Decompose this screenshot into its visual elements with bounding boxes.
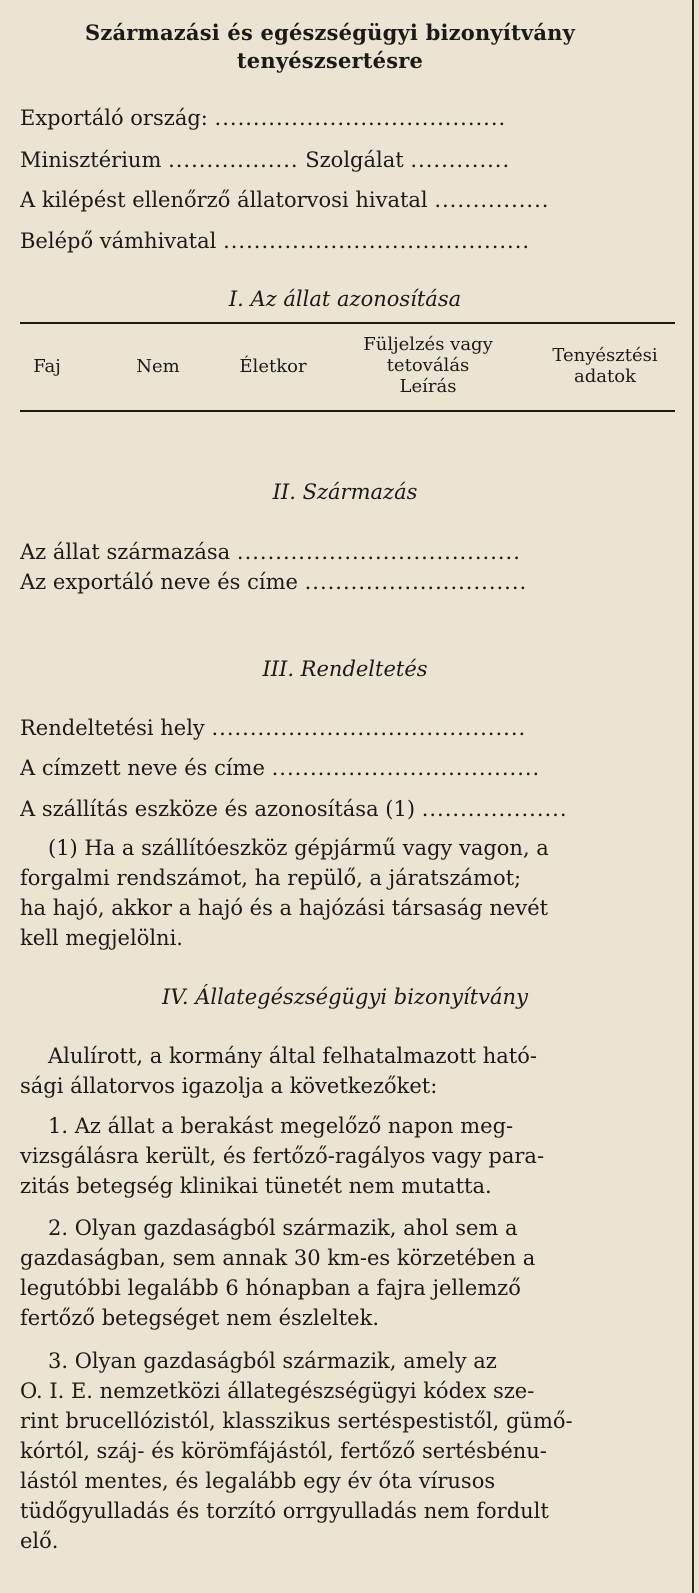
title-line-2: tenyészsertésre [236,48,424,73]
certificate-item-1 [20,1111,675,1201]
text-line: 3. Olyan gazdaságból származik, amely az [48,1349,497,1373]
table-bottom-rule [20,410,675,412]
section-3-heading: III. Rendeltetés [262,657,428,681]
certificate-item-3 [20,1346,675,1556]
text-line: lástól mentes, és legalább egy év óta vírusos [20,1469,496,1493]
text-line: 1. Az állat a berakást megelőző napon meg- [48,1114,514,1138]
field-transport [20,797,670,821]
field-ministry [20,148,670,172]
text-line: ha hajó, akkor a hajó és a hajózási társaság nevét [20,896,549,920]
field-dots: ..................................... [236,540,521,564]
column-header-earmark: Füljelzés vagy tetoválás Leírás [363,334,493,397]
field-dots: ............................. [304,570,528,594]
text-line: kórtól, száj- és körömfájástól, fertőző sertésbénu- [20,1439,547,1463]
section-2-heading: II. Származás [272,480,418,504]
field-dots: ............. [410,148,511,172]
field-origin [20,540,670,564]
text-line: forgalmi rendszámot, ha repülő, a járatszámot; [20,866,522,890]
field-dots: ............... [434,188,550,212]
field-label: Rendeltetési hely [20,716,205,740]
text-line: O. I. E. nemzetközi állategészségügyi kódex sze- [20,1379,535,1403]
field-label: A szállítás eszköze és azonosítása (1) [20,797,416,821]
field-dots: ................. [168,148,299,172]
field-exporting-country [20,106,670,130]
certificate-item-2 [20,1213,675,1333]
certificate-intro [20,1041,675,1101]
text-line: vizsgálásra került, és fertőző-ragályos vagy para- [20,1144,545,1168]
footnote-transport [20,833,675,953]
text-line: rint brucellózistól, klasszikus sertéspestistől, gümő- [20,1409,573,1433]
column-header-species: Faj [33,356,61,377]
text-line: sági állatorvos igazolja a következőket: [20,1074,438,1098]
field-dots: ................................... [271,756,541,780]
column-rule [692,0,694,1593]
column-header-breeding: Tenyésztési adatok [552,345,658,387]
text-line: tüdőgyulladás és torzító orrgyulladás nem fordult [20,1499,549,1523]
text-line: zitás betegség klinikai tünetét nem mutatta. [20,1174,492,1198]
field-label: Minisztérium [20,148,162,172]
section-1-heading: I. Az állat azonosítása [228,287,462,311]
field-dots: ......................................... [211,716,527,740]
field-label: Az exportáló neve és címe [20,570,298,594]
field-dots: ...................................... [214,106,507,130]
text-line: kell megjelölni. [20,926,183,950]
field-label: Az állat származása [20,540,231,564]
field-consignee [20,756,670,780]
text-line: (1) Ha a szállítóeszköz gépjármű vagy vagon, a [48,836,549,860]
text-line: fertőző betegséget nem észleltek. [20,1306,380,1330]
field-destination [20,716,670,740]
field-label: Belépő vámhivatal [20,229,217,253]
field-label: A kilépést ellenőrző állatorvosi hivatal [20,188,428,212]
field-dots: ........................................ [223,229,531,253]
field-exit-office [20,188,670,212]
field-label: A címzett neve és címe [20,756,265,780]
text-line: gazdaságban, sem annak 30 km-es körzetében a [20,1246,536,1270]
text-line: legutóbbi legalább 6 hónapban a fajra jellemző [20,1276,521,1300]
field-exporter [20,570,670,594]
table-top-rule [20,322,675,324]
field-label-service: Szolgálat [305,148,404,172]
title-line-1: Származási és egészségügyi bizonyítvány [84,20,575,45]
field-dots: ................... [421,797,568,821]
column-header-age: Életkor [239,356,307,377]
text-line: elő. [20,1529,59,1553]
field-entry-customs [20,229,670,253]
text-line: 2. Olyan gazdaságból származik, ahol sem a [48,1216,518,1240]
column-header-sex: Nem [136,356,180,377]
field-label: Exportáló ország: [20,106,208,130]
text-line: Alulírott, a kormány által felhatalmazott ható- [48,1044,537,1068]
section-4-heading: IV. Állategészségügyi bizonyítvány [162,985,528,1009]
